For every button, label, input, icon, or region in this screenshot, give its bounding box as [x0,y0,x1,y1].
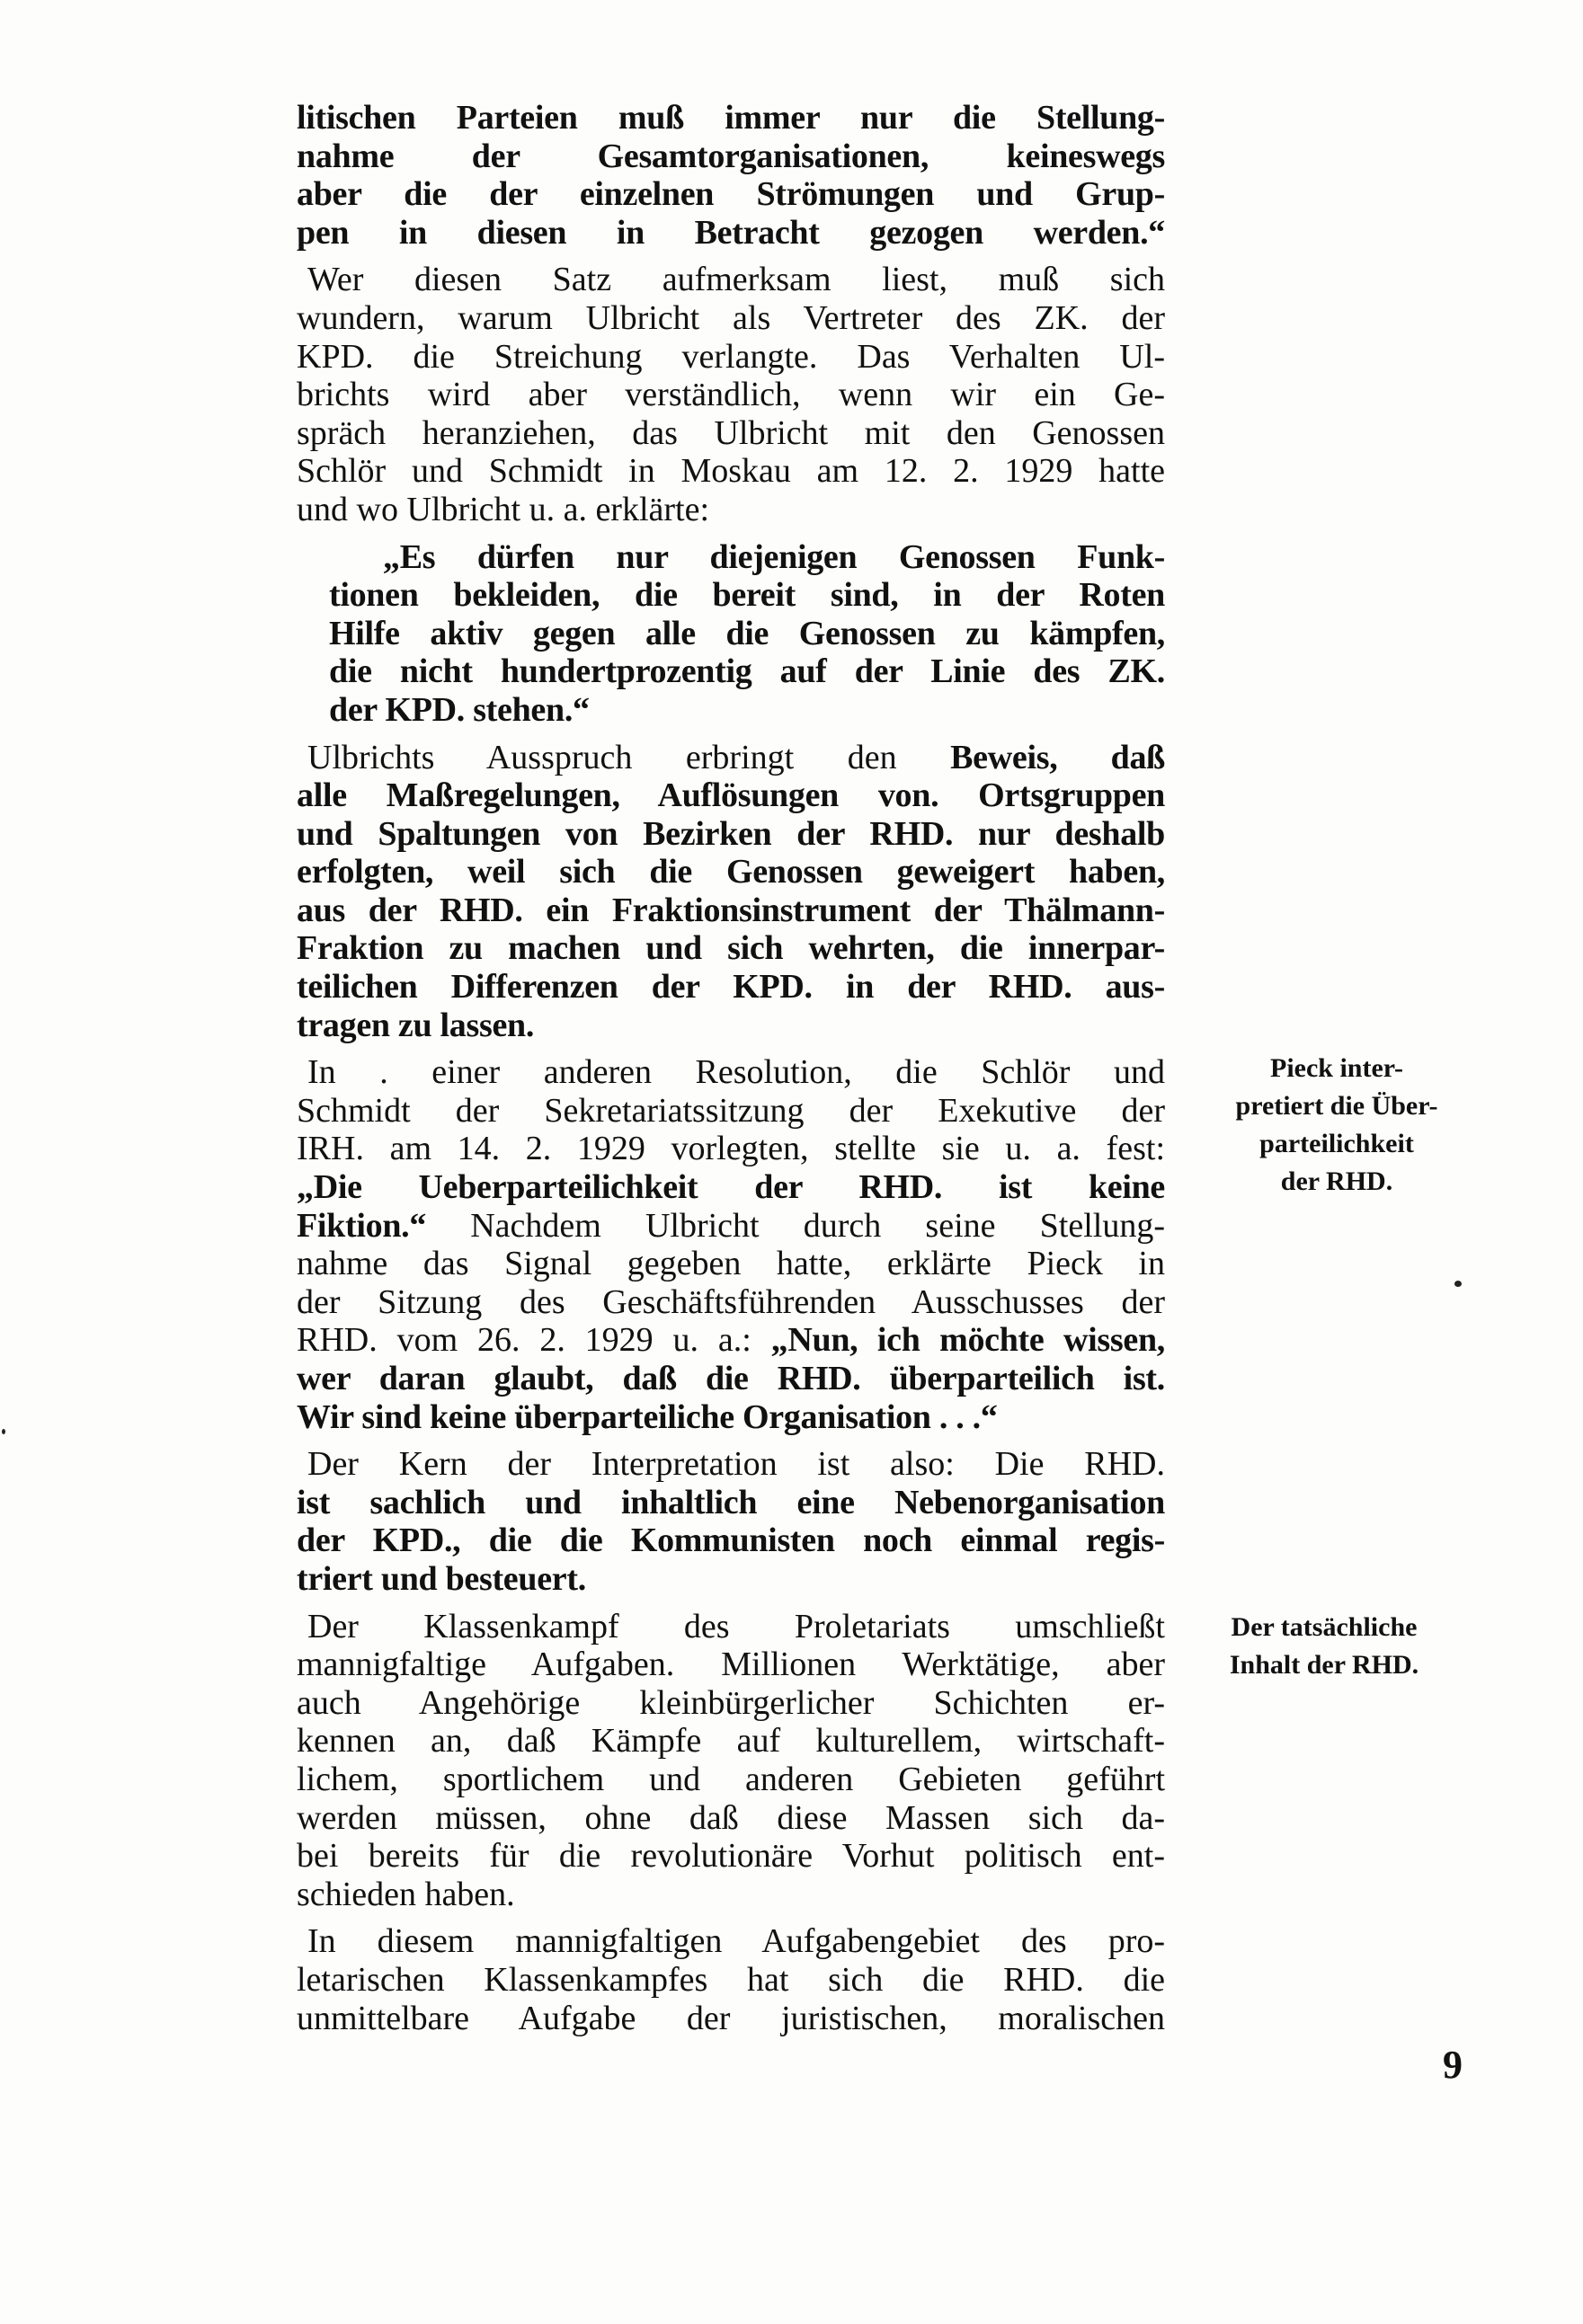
margin-note-inhalt [1180,1609,1468,1684]
text-line [297,929,1165,968]
regular-text: schieden haben. [297,1875,515,1913]
bold-text: pen in diesen in Betracht gezogen werden.“ [297,213,1165,252]
regular-text: spräch heranziehen, das Ulbricht mit den Genossen [297,413,1165,452]
text-line [297,1645,1165,1684]
regular-text: Ulbrichts Ausspruch erbringt den [307,738,951,776]
regular-text: IRH. am 14. 2. 1929 vorlegten, stellte sie u. a. fest: [297,1130,1165,1168]
text-line [297,452,1165,491]
text-line [297,776,1165,815]
regular-text: kennen an, daß Kämpfe auf kulturellem, wirtschaft- [297,1722,1165,1761]
bold-text: litischen Parteien muß immer nur die Stellung- [297,99,1165,137]
text-line [297,1007,1165,1045]
margin-note-pieck [1193,1050,1481,1201]
regular-text: und wo Ulbricht u. a. erklärte: [297,490,710,528]
bold-text: ist sachlich und inhaltlich eine Nebenorganisation [297,1483,1165,1521]
text-line [297,137,1165,176]
text-line [297,1360,1165,1398]
page-number: 9 [1443,2043,1463,2087]
regular-text: Schmidt der Sekretariatssitzung der Exekutive der [297,1091,1165,1130]
paragraph [297,1608,1165,1914]
bold-text: tragen zu lassen. [297,1006,535,1044]
text-line [297,1207,1165,1246]
text-line [329,538,1165,577]
bold-text: der KPD. stehen.“ [329,690,590,729]
bold-text: Fiktion.“ [297,1206,427,1245]
regular-text: der Sitzung des Geschäftsführenden Ausschusses der [297,1282,1165,1321]
text-line [297,376,1165,414]
text-line [297,99,1165,137]
text-line [297,175,1165,214]
bold-text: „Nun, ich möchte wissen, [770,1321,1165,1360]
bold-text: Wir sind keine überparteiliche Organisation . . .“ [297,1397,998,1436]
paragraph [297,99,1165,252]
scan-speck [2,1429,5,1434]
bold-text: der KPD., die die Kommunisten noch einmal regis- [297,1521,1165,1560]
text-line [297,1922,1165,1961]
text-line [297,2000,1165,2038]
scan-speck [1454,1281,1462,1287]
text-line [297,1799,1165,1838]
bold-text: erfolgten, weil sich die Genossen geweigert haben, [297,853,1165,891]
bold-text: die nicht hundertprozentig auf der Linie des ZK. [329,652,1165,691]
margin-note-line: Inhalt der RHD. [1229,1650,1419,1680]
text-line [297,1398,1165,1437]
regular-text: mannigfaltige Aufgaben. Millionen Werktätige, aber [297,1645,1165,1684]
text-line [297,1484,1165,1522]
paragraph [297,1445,1165,1598]
regular-text: Nachdem Ulbricht durch seine Stellung- [426,1206,1165,1245]
text-line [297,299,1165,338]
regular-text: Wer diesen Satz aufmerksam liest, muß sich [307,261,1165,299]
text-line [297,853,1165,891]
regular-text: lichem, sportlichem und anderen Gebieten geführt [297,1760,1165,1798]
bold-text: Beweis, daß [950,738,1165,776]
margin-note-line: Der tatsächliche [1231,1612,1418,1642]
margin-note-line: der RHD. [1280,1166,1393,1196]
text-line [297,491,1165,529]
text-line [297,1560,1165,1599]
regular-text: auch Angehörige kleinbürgerlicher Schichten er- [297,1683,1165,1722]
bold-text: aus der RHD. ein Fraktionsinstrument der Thälmann- [297,891,1165,929]
bold-text: Fraktion zu machen und sich wehrten, die innerpar- [297,929,1165,968]
regular-text: unmittelbare Aufgabe der juristischen, moralischen [297,1999,1165,2037]
bold-text: tionen bekleiden, die bereit sind, in der Roten [329,576,1165,615]
bold-text: nahme der Gesamtorganisationen, keineswegs [297,137,1165,175]
regular-text: In diesem mannigfaltigen Aufgabengebiet des pro- [307,1922,1165,1961]
text-line [297,815,1165,854]
text-line [297,1092,1165,1131]
regular-text: Schlör und Schmidt in Moskau am 12. 2. 1929 hatte [297,452,1165,491]
regular-text: nahme das Signal gegeben hatte, erklärte Pieck in [297,1245,1165,1283]
text-line [297,1321,1165,1360]
regular-text: brichts wird aber verständlich, wenn wir ein Ge- [297,376,1165,414]
text-line [297,1283,1165,1322]
regular-text: letarischen Klassenkampfes hat sich die RHD. die [297,1960,1165,1999]
bold-text: „Die Ueberparteilichkeit der RHD. ist keine [297,1168,1165,1207]
bold-text: aber die der einzelnen Strömungen und Grup- [297,175,1165,214]
bold-text: Hilfe aktiv gegen alle die Genossen zu kämpfen, [329,614,1165,652]
text-line [297,739,1165,777]
regular-text: Der Kern der Interpretation ist also: Die RHD. [307,1445,1165,1484]
regular-text: wundern, warum Ulbricht als Vertreter des ZK. der [297,298,1165,337]
text-line [297,1521,1165,1560]
text-line [297,1837,1165,1876]
margin-note-line: pretiert die Über- [1235,1091,1438,1121]
text-line [297,1130,1165,1168]
bold-text: und Spaltungen von Bezirken der RHD. nur deshalb [297,814,1165,853]
regular-text: Der Klassenkampf des Proletariats umschließt [307,1607,1165,1645]
margin-note-line: parteilichkeit [1259,1129,1414,1158]
text-line [297,891,1165,930]
text-line [329,576,1165,615]
paragraph [297,739,1165,1045]
text-line [329,652,1165,691]
text-line [329,615,1165,653]
text-line [297,1684,1165,1723]
text-line [297,1168,1165,1207]
body-text [297,99,1165,2037]
regular-text: bei bereits für die revolutionäre Vorhut politisch ent- [297,1837,1165,1876]
paragraph [297,1053,1165,1436]
text-line [297,214,1165,253]
text-line [297,1876,1165,1914]
text-line [297,338,1165,377]
bold-text: triert und besteuert. [297,1559,586,1598]
regular-text: werden müssen, ohne daß diese Massen sich da- [297,1798,1165,1837]
text-line [297,1053,1165,1092]
regular-text: RHD. vom 26. 2. 1929 u. a.: [297,1321,771,1360]
text-line [329,691,1165,730]
text-line [297,1761,1165,1799]
regular-text: KPD. die Streichung verlangte. Das Verhalten Ul- [297,337,1165,376]
text-line [297,1961,1165,2000]
text-line [297,261,1165,299]
text-line [297,1445,1165,1484]
paragraph [297,538,1165,730]
bold-text: wer daran glaubt, daß die RHD. überparteilich ist. [297,1360,1165,1397]
text-line [297,414,1165,453]
text-line [297,968,1165,1007]
paragraph [297,1922,1165,2037]
bold-text: teilichen Differenzen der KPD. in der RHD. aus- [297,968,1165,1007]
margin-note-line: Pieck inter- [1270,1053,1403,1083]
paragraph [297,261,1165,528]
bold-text: „Es dürfen nur diejenigen Genossen Funk- [383,537,1165,576]
bold-text: alle Maßregelungen, Auflösungen von. Ortsgruppen [297,776,1165,815]
text-line [297,1608,1165,1646]
text-line [297,1722,1165,1761]
regular-text: In . einer anderen Resolution, die Schlör und [307,1053,1165,1092]
text-line [297,1245,1165,1283]
